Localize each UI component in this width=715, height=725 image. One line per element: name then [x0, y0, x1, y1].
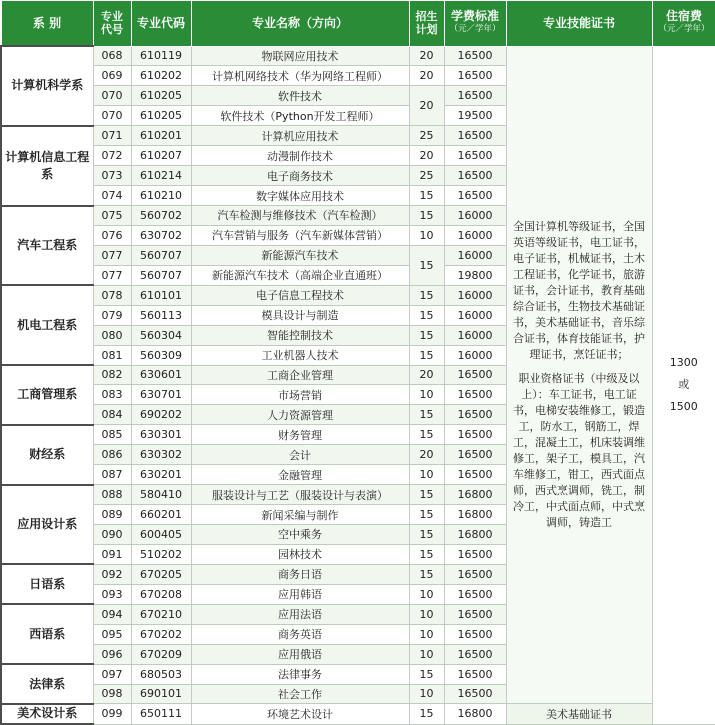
major-code: 560707	[131, 265, 191, 285]
cert-vocational-text: 职业资格证书（中级及以上）：车工证书，电工证书，电梯安装维修工，锻造工，防水工，钢筋工，焊工，混凝土工，机床装调维修工，架子工，模具工，汽车维修工，钳工，西式面点师，西式烹调师，铣工，制冷工，中式面点师，中式烹调师，铸造工	[513, 371, 645, 529]
major-number: 093	[93, 584, 131, 604]
major-number: 095	[93, 624, 131, 644]
major-code: 610201	[131, 126, 191, 146]
major-code: 510202	[131, 544, 191, 564]
major-number: 090	[93, 525, 131, 545]
major-code: 680503	[131, 664, 191, 684]
header-dorm-a: 住宿费	[665, 9, 702, 24]
major-name: 工业机器人技术	[191, 345, 409, 365]
art-certificate: 美术基础证书	[506, 704, 652, 724]
enrollment-plan: 20	[409, 146, 444, 166]
tuition-fee: 16000	[444, 245, 506, 265]
major-name: 软件技术	[191, 86, 409, 106]
major-number: 071	[93, 126, 131, 146]
major-code: 610119	[131, 46, 191, 66]
enrollment-plan: 10	[409, 624, 444, 644]
major-code: 670210	[131, 604, 191, 624]
major-name: 动漫制作技术	[191, 146, 409, 166]
major-name: 商务日语	[191, 564, 409, 584]
major-code: 630701	[131, 385, 191, 405]
enrollment-plan: 25	[409, 126, 444, 146]
dorm-fee-b: 1500	[669, 400, 698, 413]
major-name: 物联网应用技术	[191, 46, 409, 66]
enrollment-plan: 25	[409, 166, 444, 186]
tuition-fee: 16500	[444, 365, 506, 385]
major-number: 083	[93, 385, 131, 405]
major-name: 电子信息工程技术	[191, 285, 409, 305]
major-name: 财务管理	[191, 425, 409, 445]
enrollment-plan: 20	[409, 445, 444, 465]
enrollment-plan: 10	[409, 465, 444, 485]
dorm-fee-a: 1300	[669, 356, 698, 369]
major-name: 新闻采编与制作	[191, 505, 409, 525]
major-code: 610205	[131, 106, 191, 126]
major-code: 610210	[131, 186, 191, 206]
tuition-fee: 16500	[444, 66, 506, 86]
major-code: 610207	[131, 146, 191, 166]
major-number: 069	[93, 66, 131, 86]
header-dorm-b: （元／学年）	[658, 24, 710, 35]
tuition-fee: 16500	[444, 664, 506, 684]
department-name: 财经系	[1, 425, 93, 485]
department-name: 计算机信息工程系	[1, 126, 93, 206]
cert-main-text: 全国计算机等级证书，全国英语等级证书，电工证书，电子证书，机械证书，土木工程证书，化学证书，旅游证书，会计证书，教育基础综合证书，生物技术基础证书，美术基础证书，音乐综合证书，体育技能证书，护理证书，烹饪证书；	[513, 219, 645, 361]
enrollment-plan: 15	[409, 345, 444, 365]
department-name: 计算机科学系	[1, 46, 93, 126]
tuition-fee: 16500	[444, 584, 506, 604]
major-code: 580410	[131, 485, 191, 505]
major-number: 075	[93, 206, 131, 226]
header-major-name: 专业名称（方向）	[191, 1, 409, 47]
table-body	[1, 46, 715, 724]
major-number: 091	[93, 544, 131, 564]
major-name: 计算机网络技术（华为网络工程师）	[191, 66, 409, 86]
tuition-fee: 16500	[444, 624, 506, 644]
major-number: 086	[93, 445, 131, 465]
major-number: 094	[93, 604, 131, 624]
tuition-fee: 16500	[444, 146, 506, 166]
enrollment-plan: 15	[409, 206, 444, 226]
header-dorm	[652, 1, 715, 47]
enrollment-plan: 10	[409, 584, 444, 604]
major-number: 097	[93, 664, 131, 684]
major-code: 670208	[131, 584, 191, 604]
major-number: 070	[93, 106, 131, 126]
major-name: 园林技术	[191, 544, 409, 564]
tuition-fee: 16500	[444, 544, 506, 564]
tuition-fee: 16500	[444, 405, 506, 425]
enrollment-plan: 15	[409, 704, 444, 724]
major-number: 077	[93, 245, 131, 265]
major-number: 073	[93, 166, 131, 186]
department-name: 日语系	[1, 564, 93, 604]
tuition-fee: 16500	[444, 86, 506, 106]
major-number: 082	[93, 365, 131, 385]
major-code: 560702	[131, 206, 191, 226]
major-name: 新能源汽车技术（高端企业直通班）	[191, 265, 409, 285]
enrollment-plan: 15	[409, 505, 444, 525]
header-plan	[409, 1, 444, 47]
enrollment-plan: 15	[409, 305, 444, 325]
major-name: 智能控制技术	[191, 325, 409, 345]
enrollment-plan: 10	[409, 684, 444, 704]
department-name: 机电工程系	[1, 285, 93, 365]
tuition-fee: 16000	[444, 225, 506, 245]
header-code-a: 专业	[101, 10, 123, 24]
header-row	[1, 1, 715, 47]
major-code: 630201	[131, 465, 191, 485]
major-name: 空中乘务	[191, 525, 409, 545]
header-cert: 专业技能证书	[506, 1, 652, 47]
department-name: 西语系	[1, 604, 93, 664]
tuition-fee: 16000	[444, 345, 506, 365]
header-tuition	[444, 1, 506, 47]
major-name: 应用韩语	[191, 584, 409, 604]
major-number: 089	[93, 505, 131, 525]
table-row	[1, 704, 715, 724]
major-code: 560707	[131, 245, 191, 265]
enrollment-plan: 15	[409, 544, 444, 564]
major-code: 610101	[131, 285, 191, 305]
enrollment-plan: 15	[409, 325, 444, 345]
major-number: 079	[93, 305, 131, 325]
department-name: 应用设计系	[1, 485, 93, 565]
major-number: 068	[93, 46, 131, 66]
dorm-fee-or: 或	[678, 378, 690, 391]
major-name: 工商企业管理	[191, 365, 409, 385]
major-number: 096	[93, 644, 131, 664]
header-tuition-a: 学费标准	[450, 9, 499, 24]
major-name: 服装设计与工艺（服装设计与表演）	[191, 485, 409, 505]
enrollment-plan: 10	[409, 604, 444, 624]
header-plan-a: 招生	[415, 10, 438, 24]
tuition-fee: 16500	[444, 564, 506, 584]
enrollment-plan: 15	[409, 664, 444, 684]
major-code: 610205	[131, 86, 191, 106]
tuition-fee: 16500	[444, 385, 506, 405]
major-number: 084	[93, 405, 131, 425]
major-code: 560113	[131, 305, 191, 325]
tuition-fee: 16500	[444, 166, 506, 186]
major-code: 630302	[131, 445, 191, 465]
header-major-code: 专业代码	[131, 1, 191, 47]
tuition-fee: 16500	[444, 425, 506, 445]
enrollment-plan: 15	[409, 485, 444, 505]
major-name: 汽车营销与服务（汽车新媒体营销）	[191, 225, 409, 245]
major-name: 金融管理	[191, 465, 409, 485]
tuition-fee: 16000	[444, 325, 506, 345]
major-name: 应用法语	[191, 604, 409, 624]
tuition-fee: 16500	[444, 445, 506, 465]
major-name: 商务英语	[191, 624, 409, 644]
header-department: 系 别	[1, 1, 93, 47]
tuition-fee: 16000	[444, 285, 506, 305]
major-code: 610214	[131, 166, 191, 186]
skill-certificates	[506, 46, 652, 704]
major-name: 应用俄语	[191, 644, 409, 664]
department-name: 法律系	[1, 664, 93, 704]
tuition-fee: 16500	[444, 46, 506, 66]
tuition-fee: 16800	[444, 505, 506, 525]
major-number: 080	[93, 325, 131, 345]
major-name: 新能源汽车技术	[191, 245, 409, 265]
major-number: 078	[93, 285, 131, 305]
tuition-fee: 16500	[444, 604, 506, 624]
header-tuition-b: （元／学年）	[449, 24, 501, 35]
major-name: 人力资源管理	[191, 405, 409, 425]
major-number: 070	[93, 86, 131, 106]
tuition-fee: 16500	[444, 186, 506, 206]
major-name: 会计	[191, 445, 409, 465]
tuition-fee: 16500	[444, 465, 506, 485]
major-code: 560304	[131, 325, 191, 345]
major-number: 077	[93, 265, 131, 285]
enrollment-plan: 10	[409, 644, 444, 664]
major-code: 670209	[131, 644, 191, 664]
major-name: 社会工作	[191, 684, 409, 704]
tuition-fee: 16800	[444, 485, 506, 505]
major-code: 660201	[131, 505, 191, 525]
department-name: 工商管理系	[1, 365, 93, 425]
department-name: 美术设计系	[1, 704, 93, 724]
major-name: 汽车检测与维修技术（汽车检测）	[191, 206, 409, 226]
dorm-fee	[652, 46, 715, 724]
tuition-fee: 16800	[444, 704, 506, 724]
enrollment-plan: 15	[409, 405, 444, 425]
enrollment-plan: 10	[409, 225, 444, 245]
major-number: 088	[93, 485, 131, 505]
major-name: 环境艺术设计	[191, 704, 409, 724]
enrollment-plan: 15	[409, 525, 444, 545]
major-name: 计算机应用技术	[191, 126, 409, 146]
major-number: 076	[93, 225, 131, 245]
enrollment-plan: 15	[409, 425, 444, 445]
major-name: 软件技术（Python开发工程师）	[191, 106, 409, 126]
major-number: 099	[93, 704, 131, 724]
major-number: 085	[93, 425, 131, 445]
major-code: 560309	[131, 345, 191, 365]
major-number: 092	[93, 564, 131, 584]
major-code: 690101	[131, 684, 191, 704]
major-code: 690202	[131, 405, 191, 425]
header-code	[93, 1, 131, 47]
major-number: 074	[93, 186, 131, 206]
major-code: 630702	[131, 225, 191, 245]
major-number: 081	[93, 345, 131, 365]
tuition-fee: 16500	[444, 644, 506, 664]
major-name: 数字媒体应用技术	[191, 186, 409, 206]
major-name: 市场营销	[191, 385, 409, 405]
major-code: 670205	[131, 564, 191, 584]
department-name: 汽车工程系	[1, 206, 93, 286]
enrollment-plan: 15	[409, 285, 444, 305]
enrollment-plan: 20	[409, 86, 444, 126]
tuition-fee: 19800	[444, 265, 506, 285]
enrollment-plan: 20	[409, 66, 444, 86]
major-code: 670202	[131, 624, 191, 644]
major-code: 610202	[131, 66, 191, 86]
tuition-fee: 16500	[444, 684, 506, 704]
tuition-fee: 19500	[444, 106, 506, 126]
enrollment-plan: 15	[409, 245, 444, 285]
major-code: 600405	[131, 525, 191, 545]
major-name: 模具设计与制造	[191, 305, 409, 325]
major-name: 电子商务技术	[191, 166, 409, 186]
header-code-b: 代号	[101, 23, 123, 37]
tuition-fee: 16800	[444, 525, 506, 545]
enrollment-plan: 20	[409, 46, 444, 66]
enrollment-plan: 20	[409, 365, 444, 385]
enrollment-plan: 15	[409, 186, 444, 206]
major-code: 630301	[131, 425, 191, 445]
tuition-fee: 16000	[444, 305, 506, 325]
major-name: 法律事务	[191, 664, 409, 684]
table-row	[1, 46, 715, 66]
major-number: 072	[93, 146, 131, 166]
major-number: 098	[93, 684, 131, 704]
major-code: 650111	[131, 704, 191, 724]
major-code: 630601	[131, 365, 191, 385]
tuition-fee: 16500	[444, 126, 506, 146]
tuition-fee: 16000	[444, 206, 506, 226]
header-plan-b: 计划	[415, 23, 438, 37]
enrollment-plan: 15	[409, 564, 444, 584]
enrollment-plan: 10	[409, 385, 444, 405]
major-number: 087	[93, 465, 131, 485]
